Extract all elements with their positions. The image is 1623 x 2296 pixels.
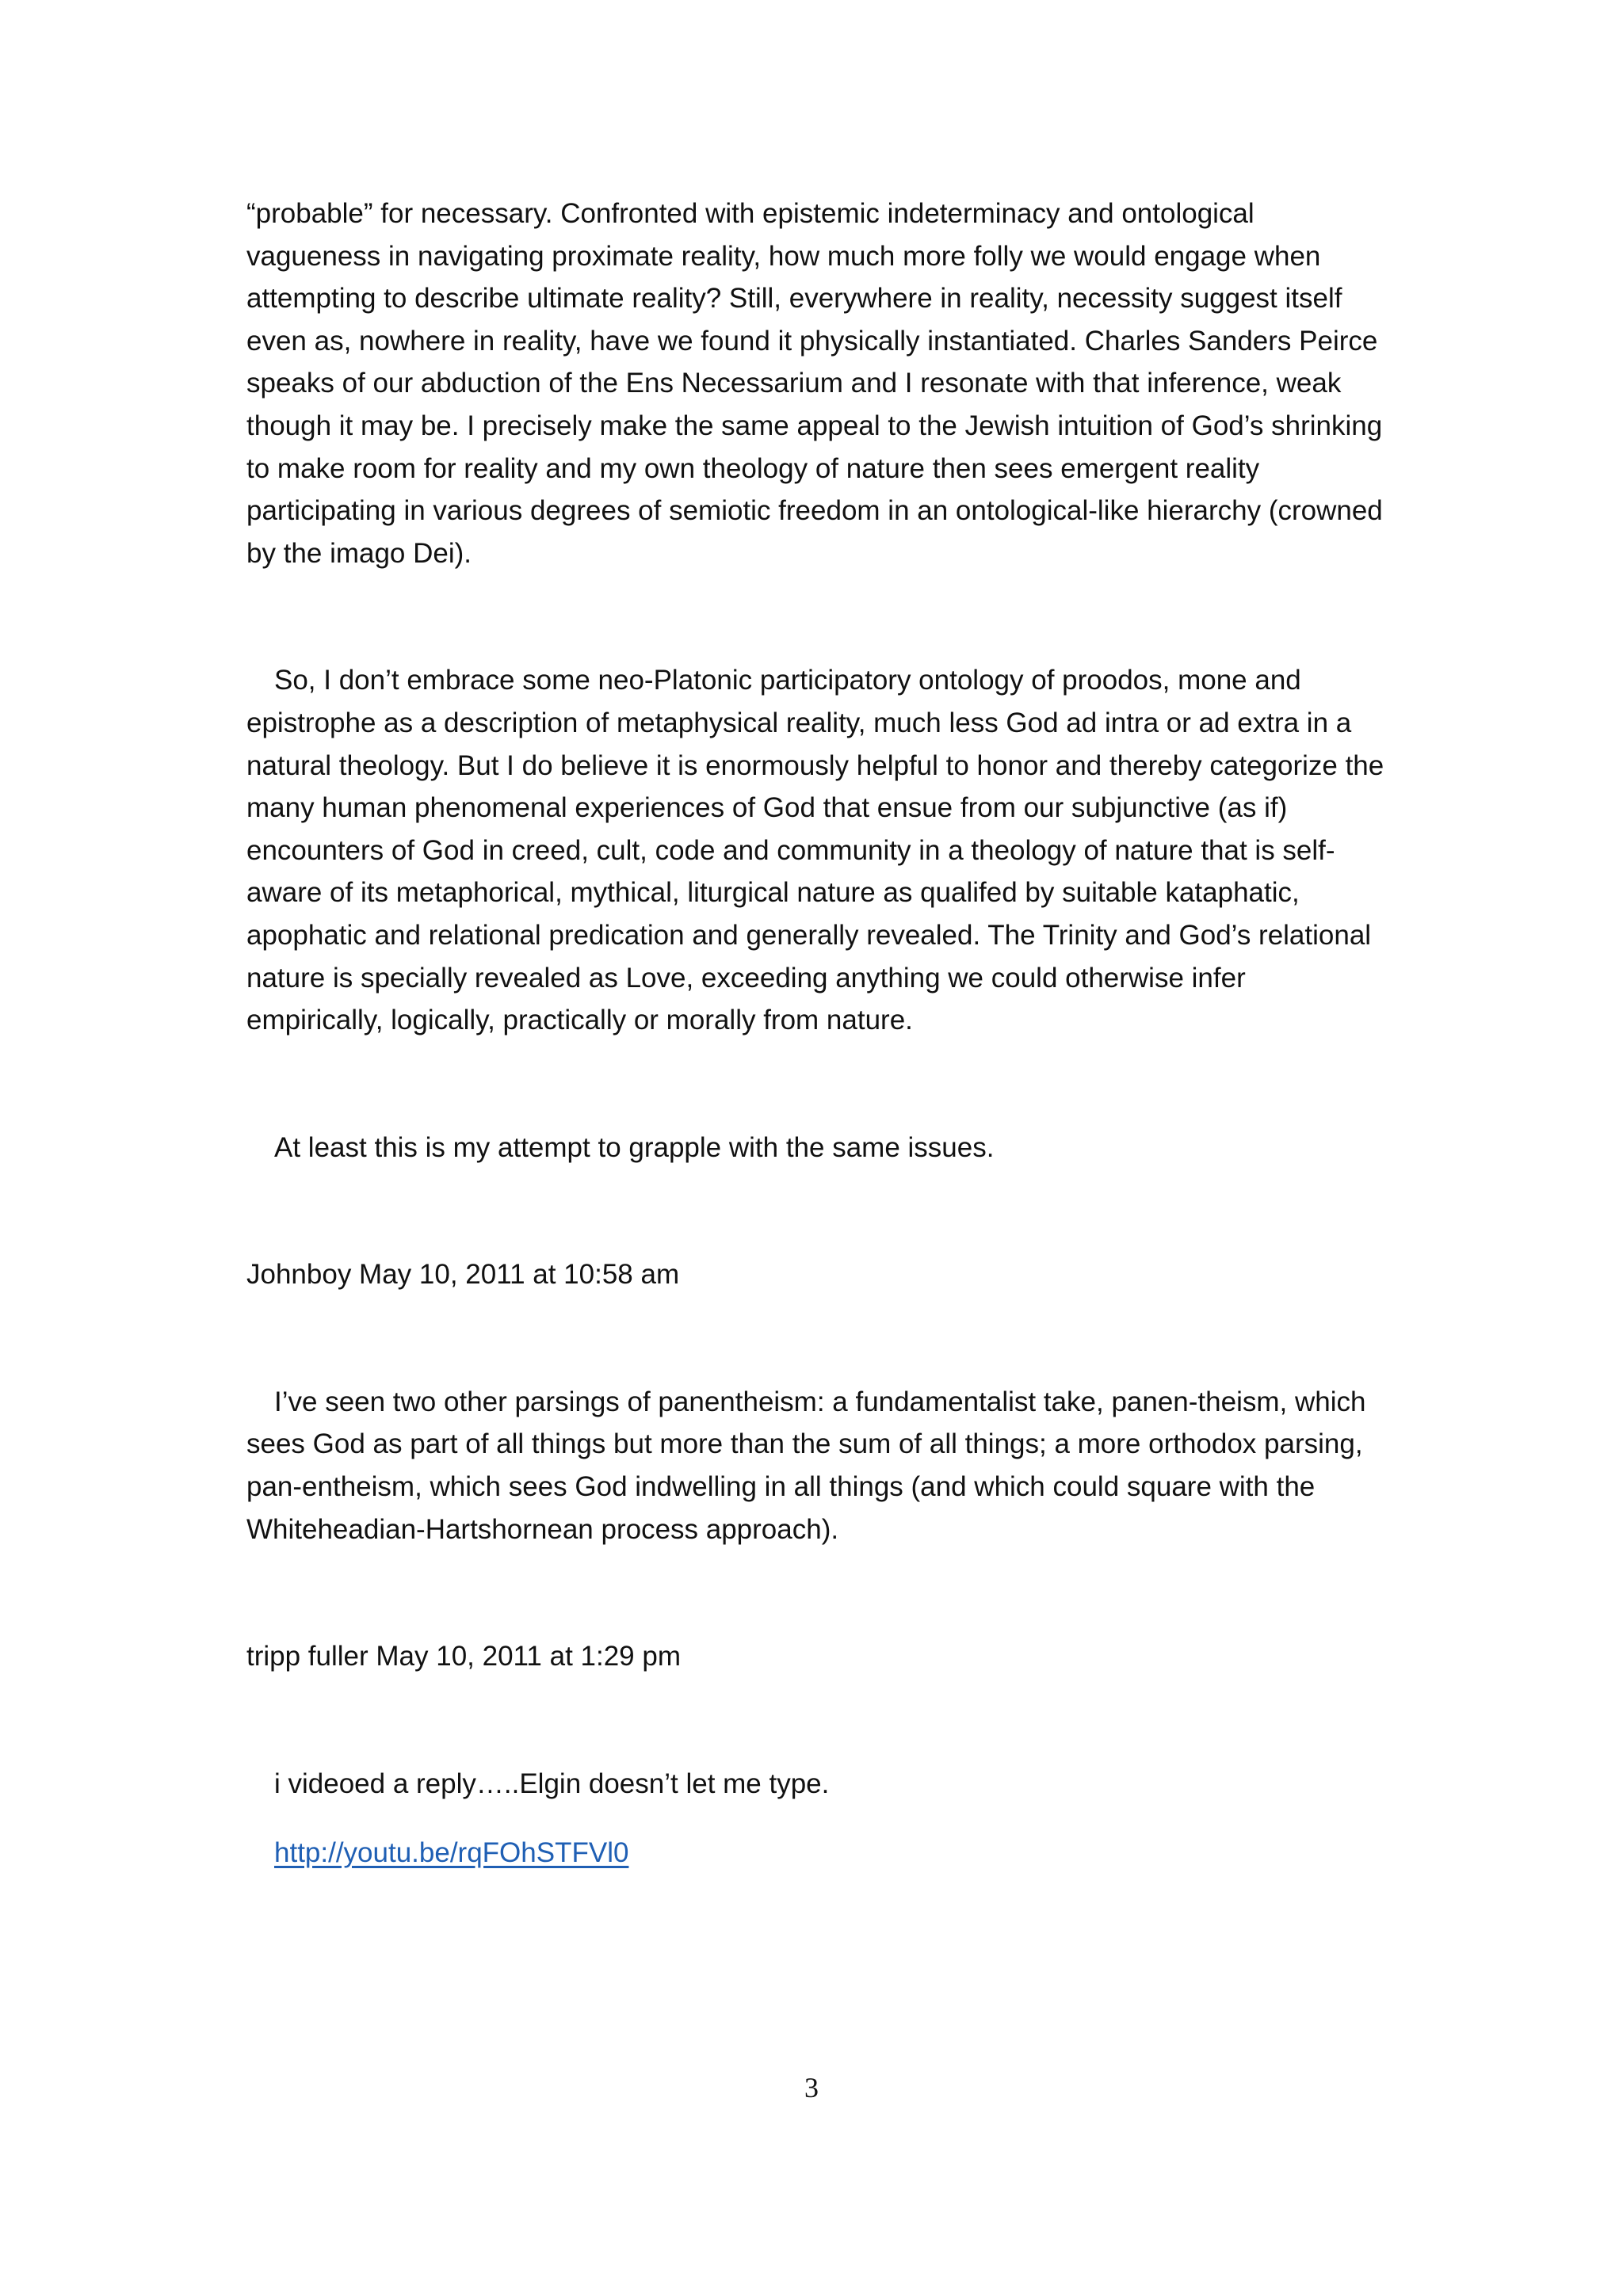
page-content — [246, 193, 1388, 1875]
comment-body-johnboy: I’ve seen two other parsings of panentheism: a fundamentalist take, panen-theism, which sees God as part of all things but more than the sum of all things; a more orthodox parsing, pan-entheism, which sees God indwelling in all things (and which could square with the Whiteheadian-Hartshornean process approach). — [246, 1386, 1366, 1545]
paragraph-spacer — [246, 1678, 1388, 1763]
paragraph-spacer — [246, 1042, 1388, 1127]
video-link-line — [246, 1832, 1388, 1875]
paragraph-spacer — [246, 1169, 1388, 1253]
video-link[interactable]: http://youtu.be/rqFOhSTFVl0 — [274, 1837, 629, 1869]
paragraph-spacer — [246, 1550, 1388, 1635]
paragraph-spacer — [246, 1296, 1388, 1381]
paragraph-spacer — [246, 574, 1388, 659]
comment-header-tripp-fuller: tripp fuller May 10, 2011 at 1:29 pm — [246, 1641, 681, 1672]
paragraph-continuation: “probable” for necessary. Confronted with epistemic indeterminacy and ontological vagueness in navigating proximate reality, how much more folly we would engage when attempting to describe ultimate reality? Still, everywhere in reality, necessity suggest itself even as, nowhere in reality, have we found it physically instantiated. Charles Sanders Peirce speaks of our abduction of the Ens Necessarium and I resonate with that inference, weak though it may be. I precisely make the same appeal to the Jewish intuition of God’s shrinking to make room for reality and my own theology of nature then sees emergent reality participating in various degrees of semiotic freedom in an ontological-like hierarchy (crowned by the imago Dei). — [246, 198, 1383, 569]
comment-body-tripp-fuller: i videoed a reply…..Elgin doesn’t let me type. — [274, 1768, 830, 1799]
paragraph-body: So, I don’t embrace some neo-Platonic participatory ontology of proodos, mone and epistrophe as a description of metaphysical reality, much less God ad intra or ad extra in a natural theology. But I do believe it is enormously helpful to honor and thereby categorize the many human phenomenal experiences of God that ensue from our subjunctive (as if) encounters of God in creed, cult, code and community in a theology of nature that is self-aware of its metaphorical, mythical, liturgical nature as qualifed by suitable kataphatic, apophatic and relational predication and generally revealed. The Trinity and God’s relational nature is specially revealed as Love, exceeding anything we could otherwise infer empirically, logically, practically or morally from nature. — [246, 665, 1384, 1036]
paragraph-closing: At least this is my attempt to grapple with the same issues. — [274, 1131, 995, 1163]
page-number: 3 — [804, 2072, 819, 2103]
comment-header-johnboy: Johnboy May 10, 2011 at 10:58 am — [246, 1259, 680, 1291]
